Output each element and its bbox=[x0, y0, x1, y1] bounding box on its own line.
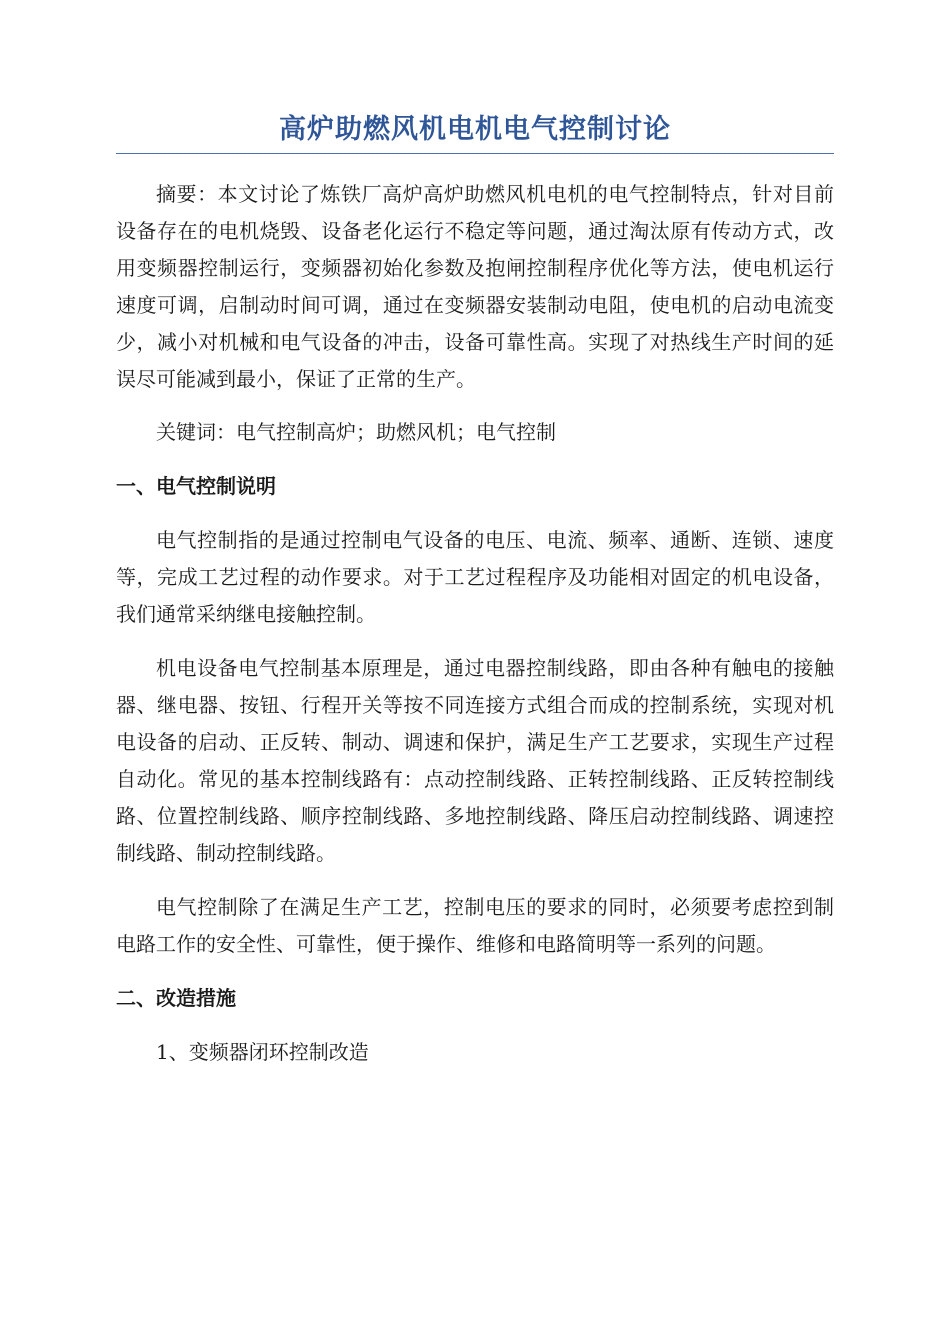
section-improvement-measures bbox=[116, 980, 834, 1071]
body-paragraph: 机电设备电气控制基本原理是，通过电器控制线路，即由各种有触电的接触器、继电器、按钮、行程开关等按不同连接方式组合而成的控制系统，实现对机电设备的启动、正反转、制动、调速和保护，满足生产工艺要求，实现生产过程自动化。常见的基本控制线路有：点动控制线路、正转控制线路、正反转控制线路、位置控制线路、顺序控制线路、多地控制线路、降压启动控制线路、调速控制线路、制动控制线路。 bbox=[116, 656, 834, 865]
keywords-paragraph: 关键词：电气控制高炉；助燃风机；电气控制 bbox=[156, 420, 556, 444]
section-electrical-control bbox=[116, 468, 834, 963]
body-paragraph: 电气控制除了在满足生产工艺，控制电压的要求的同时，必须要考虑控到制电路工作的安全性、可靠性，便于操作、维修和电路简明等一系列的问题。 bbox=[116, 895, 834, 956]
document-title: 高炉助燃风机电机电气控制讨论 bbox=[116, 110, 834, 154]
abstract-paragraph: 摘要：本文讨论了炼铁厂高炉高炉助燃风机电机的电气控制特点，针对目前设备存在的电机烧毁、设备老化运行不稳定等问题，通过淘汰原有传动方式，改用变频器控制运行，变频器初始化参数及抱闸控制程序优化等方法，使电机运行速度可调，启制动时间可调，通过在变频器安装制动电阻，使电机的启动电流变少，减小对机械和电气设备的冲击，设备可靠性高。实现了对热线生产时间的延误尽可能减到最小，保证了正常的生产。 bbox=[116, 182, 834, 391]
subsection-paragraph: 1、变频器闭环控制改造 bbox=[156, 1040, 369, 1064]
section-heading: 一、电气控制说明 bbox=[116, 474, 276, 498]
section-heading: 二、改造措施 bbox=[116, 986, 236, 1010]
body-paragraph: 电气控制指的是通过控制电气设备的电压、电流、频率、通断、连锁、速度等，完成工艺过程的动作要求。对于工艺过程程序及功能相对固定的机电设备，我们通常采纳继电接触控制。 bbox=[116, 528, 834, 626]
document-page bbox=[116, 110, 834, 1071]
